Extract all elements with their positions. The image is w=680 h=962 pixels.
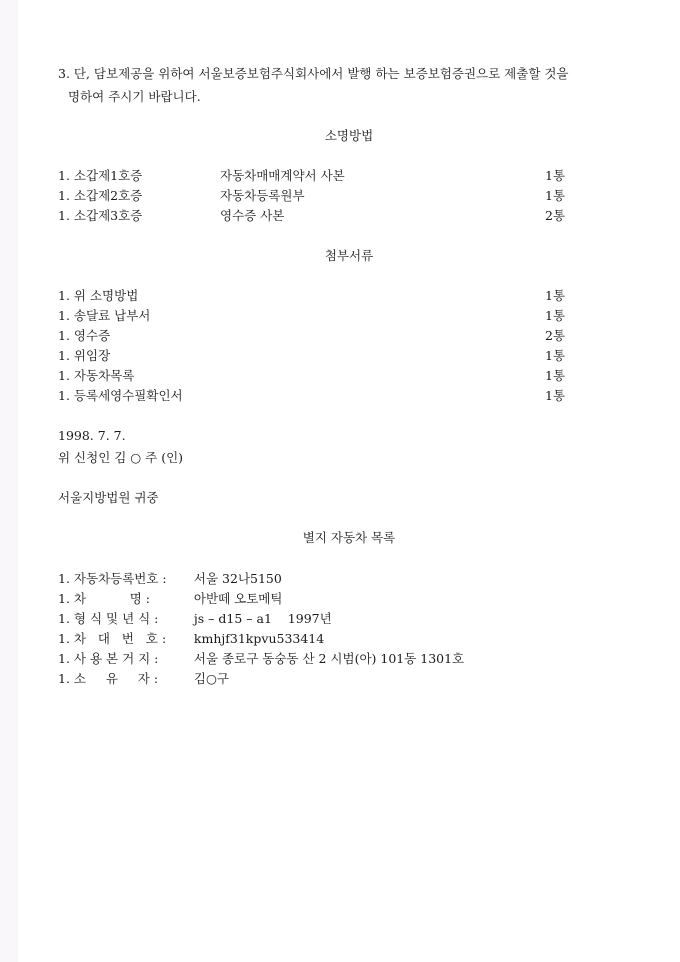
- evidence-qty: 1통: [545, 188, 566, 203]
- attachment-row: [58, 326, 578, 342]
- evidence-desc: 자동차등록원부: [220, 188, 305, 203]
- vehicle-row: [58, 649, 464, 667]
- evidence-heading: 소명방법: [324, 128, 374, 143]
- attachment-row: [58, 306, 578, 322]
- court-addressee: 서울지방법원 귀중: [58, 490, 159, 505]
- attachment-name: 1. 자동차목록: [58, 368, 135, 383]
- attachment-name: 1. 위임장: [58, 348, 111, 363]
- vehicle-bullet: 1.: [58, 571, 70, 586]
- attachment-qty: 1통: [545, 368, 566, 383]
- vehicle-value: 서울 종로구 동숭동 산 2 시범(아) 101동 1301호: [193, 651, 465, 666]
- vehicle-value: kmhjf31kpvu533414: [193, 631, 325, 646]
- attachment-row: [58, 366, 578, 382]
- vehicle-value: 김○구: [193, 671, 229, 686]
- vehicle-value: js – d15 – a1 1997년: [193, 611, 332, 626]
- vehicle-bullet: 1.: [58, 631, 70, 646]
- attachment-qty: 1통: [545, 388, 566, 403]
- attachment-name: 1. 영수증: [58, 328, 111, 343]
- attachment-name: 1. 송달료 납부서: [58, 308, 151, 323]
- vehicle-label: 자동차등록번호 :: [73, 571, 167, 586]
- evidence-code: 1. 소갑제2호증: [58, 188, 143, 203]
- vehicle-label: 형 식 및 년 식 :: [73, 611, 159, 626]
- vehicle-value: 서울 32나5150: [193, 571, 282, 586]
- attachment-qty: 1통: [545, 288, 566, 303]
- applicant-signature: 위 신청인 김 ○ 주 (인): [58, 450, 184, 465]
- attachment-qty: 2통: [545, 328, 566, 343]
- vehicle-list-heading: 별지 자동차 목록: [302, 530, 396, 545]
- attachment-row: [58, 346, 578, 362]
- vehicle-value: 아반떼 오토메틱: [193, 591, 283, 606]
- evidence-qty: 2통: [545, 208, 566, 223]
- vehicle-label: 차 명 :: [73, 591, 150, 606]
- vehicle-bullet: 1.: [58, 611, 70, 626]
- attachment-row: [58, 286, 578, 302]
- vehicle-label: 차 대 번 호 :: [73, 631, 167, 646]
- intro-line-1: 3. 단, 담보제공을 위하여 서울보증보험주식회사에서 발행 하는 보증보험증권으로 제출할 것을: [58, 66, 569, 81]
- evidence-row: [58, 166, 578, 182]
- vehicle-row: [58, 629, 324, 647]
- evidence-desc: 자동차매매계약서 사본: [220, 168, 345, 183]
- vehicle-row: [58, 569, 282, 587]
- document-page: [18, 0, 680, 962]
- intro-line-2: 명하여 주시기 바랍니다.: [68, 89, 201, 104]
- attachment-qty: 1통: [545, 348, 566, 363]
- vehicle-row: [58, 669, 229, 687]
- vehicle-bullet: 1.: [58, 671, 70, 686]
- evidence-row: [58, 206, 578, 222]
- vehicle-bullet: 1.: [58, 591, 70, 606]
- attachment-name: 1. 위 소명방법: [58, 288, 139, 303]
- attachment-row: [58, 386, 578, 402]
- vehicle-row: [58, 589, 282, 607]
- attachment-qty: 1통: [545, 308, 566, 323]
- evidence-row: [58, 186, 578, 202]
- vehicle-label: 소 유 자 :: [73, 671, 159, 686]
- vehicle-row: [58, 609, 332, 627]
- vehicle-bullet: 1.: [58, 651, 70, 666]
- attachment-name: 1. 등록세영수필확인서: [58, 388, 183, 403]
- evidence-code: 1. 소갑제1호증: [58, 168, 143, 183]
- filing-date: 1998. 7. 7.: [58, 428, 126, 443]
- evidence-qty: 1통: [545, 168, 566, 183]
- attachments-heading: 첨부서류: [324, 248, 374, 263]
- evidence-code: 1. 소갑제3호증: [58, 208, 143, 223]
- vehicle-label: 사 용 본 거 지 :: [73, 651, 159, 666]
- evidence-desc: 영수증 사본: [220, 208, 285, 223]
